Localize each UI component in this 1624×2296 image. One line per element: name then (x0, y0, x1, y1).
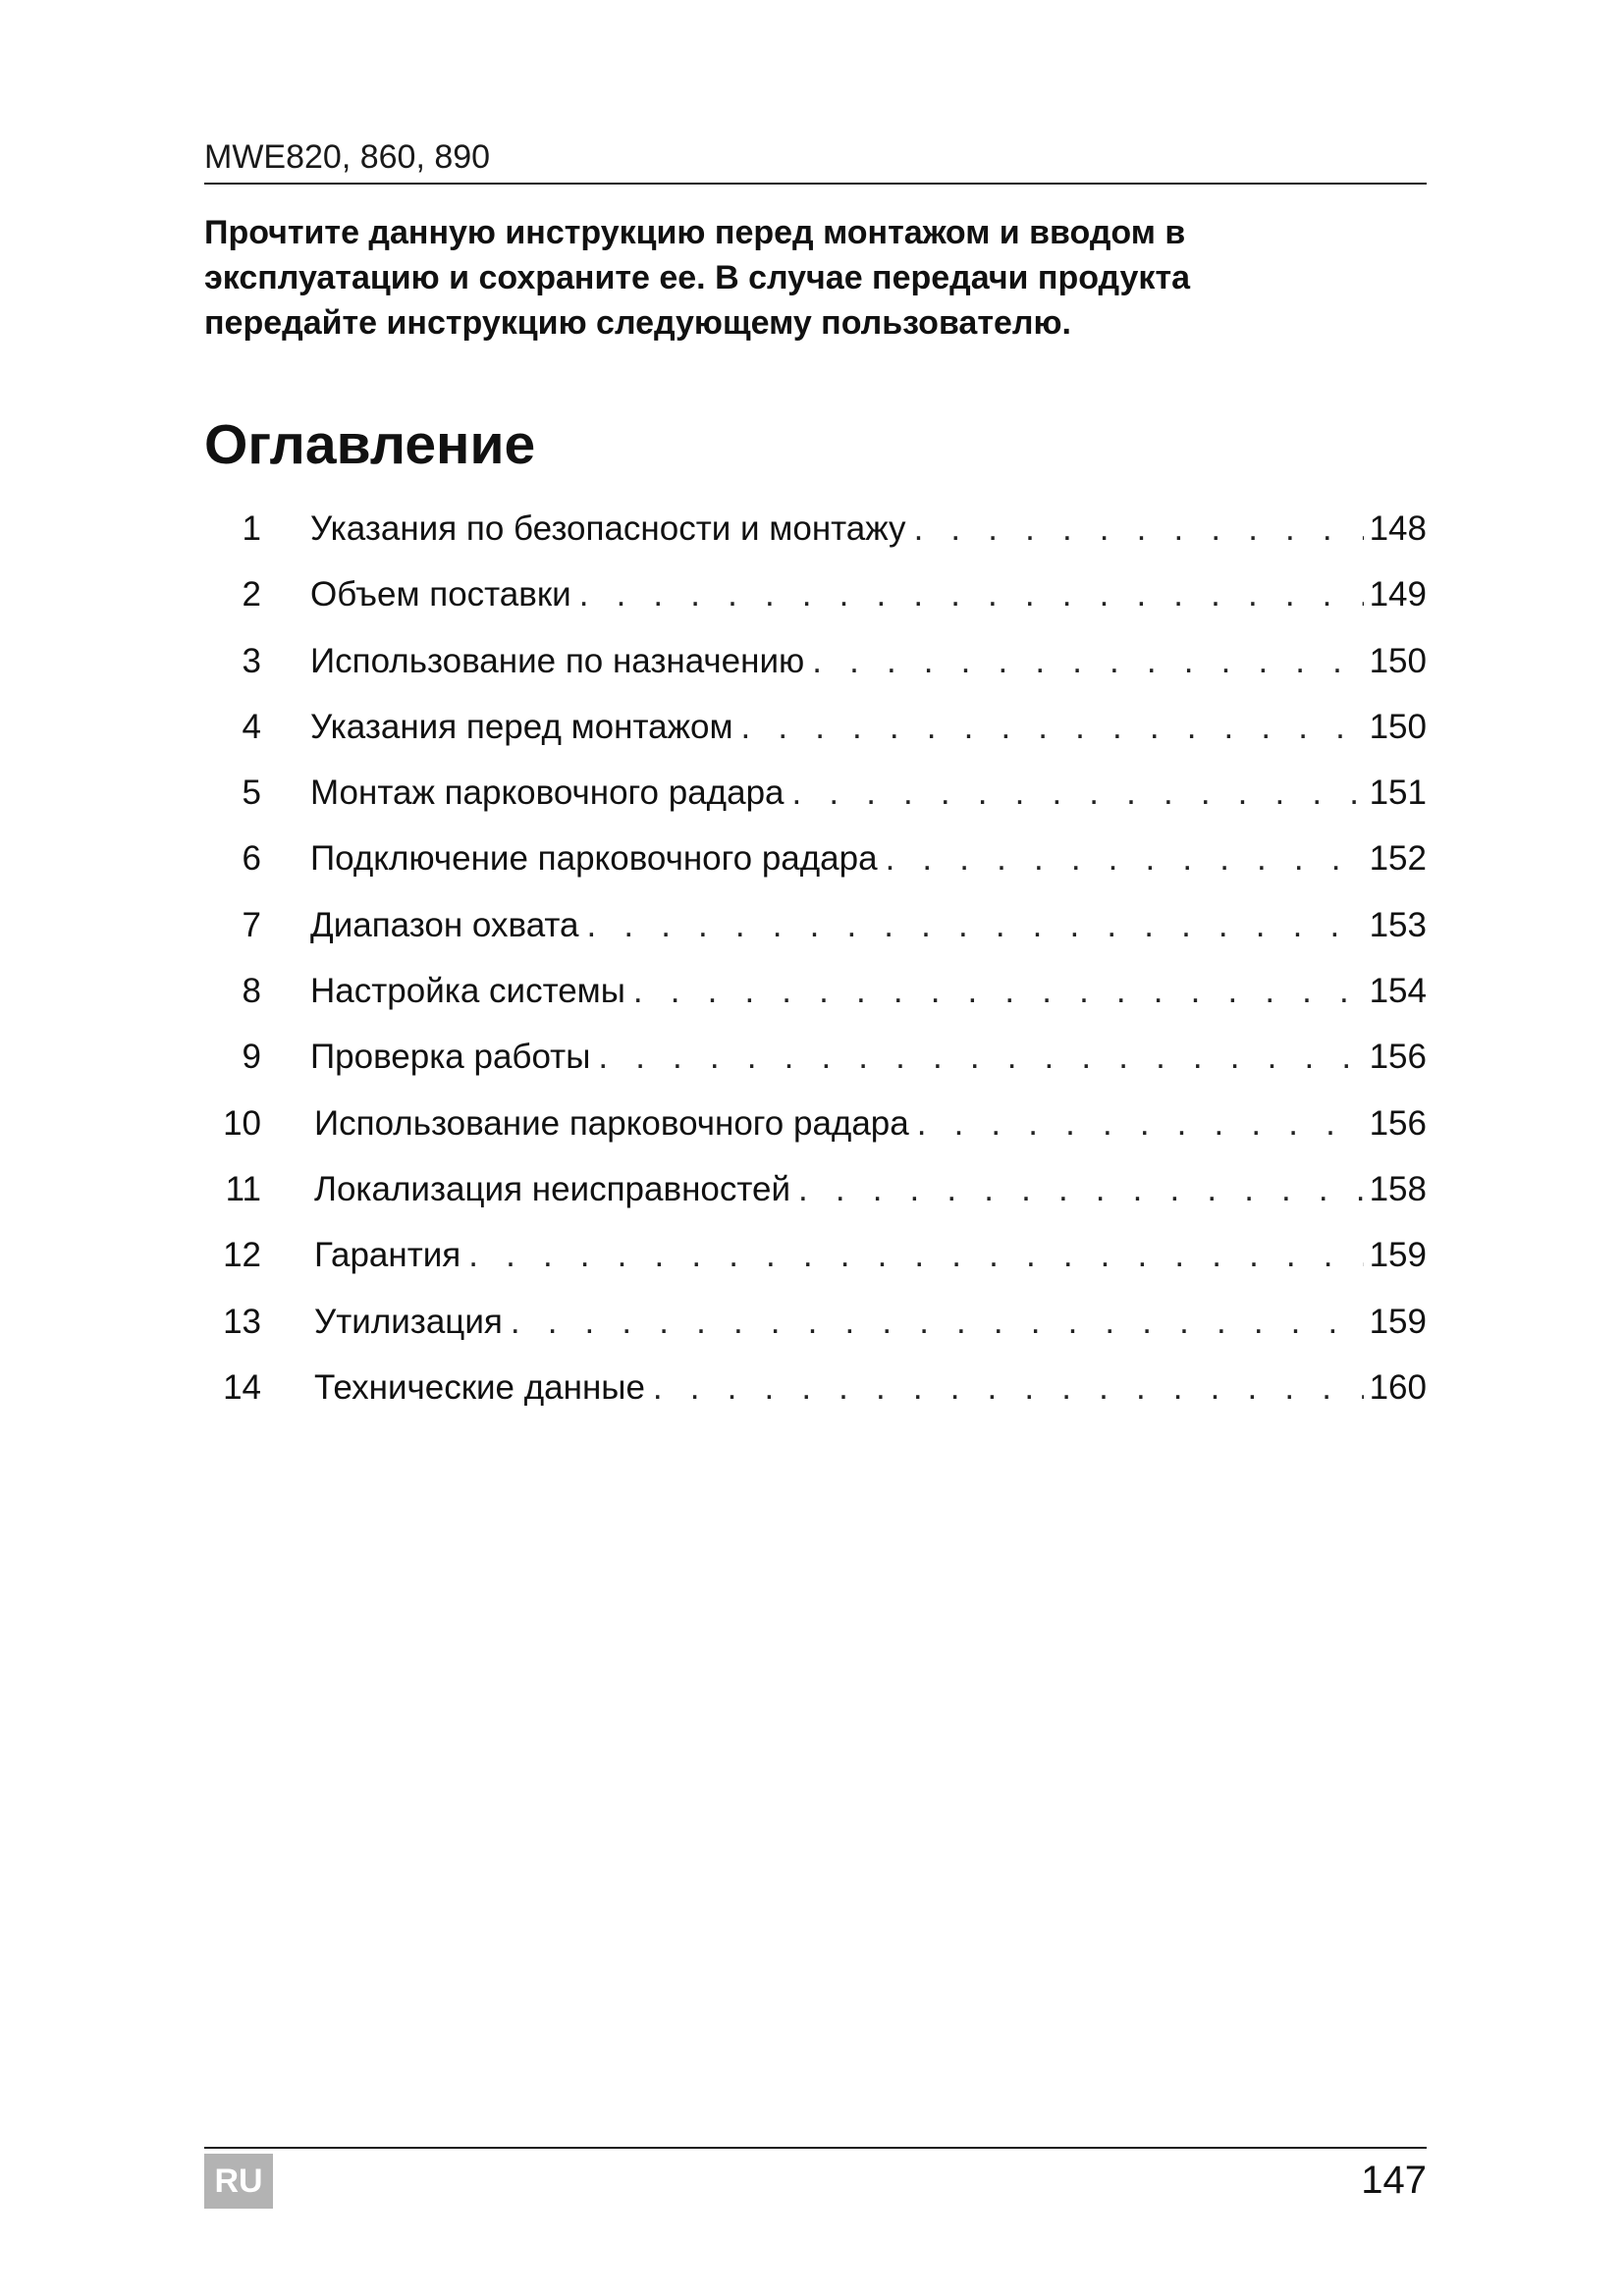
toc-entry-page: 151 (1369, 774, 1427, 813)
toc-entry[interactable] (204, 1098, 1427, 1164)
toc-entry-label: Технические данные (314, 1367, 645, 1407)
toc-entry-label: Утилизация (314, 1302, 503, 1341)
toc-entry-number: 5 (242, 774, 261, 813)
toc-title: Оглавление (204, 413, 536, 476)
toc-entry[interactable] (204, 1032, 1427, 1097)
toc-leader-dots (587, 900, 1364, 951)
toc-entry-page: 156 (1369, 1038, 1427, 1077)
table-of-contents (204, 504, 1427, 1428)
toc-entry-label: Использование парковочного радара (314, 1103, 909, 1143)
toc-entry[interactable] (204, 900, 1427, 966)
toc-leader-dots (812, 636, 1363, 687)
toc-entry[interactable] (204, 966, 1427, 1032)
toc-entry-label: Использование по назначению (310, 641, 805, 680)
toc-entry-label: Настройка системы (310, 972, 625, 1011)
toc-entry-label: Указания перед монтажом (310, 707, 733, 746)
toc-entry-number: 11 (225, 1169, 261, 1208)
page-header (204, 137, 1427, 185)
toc-leader-dots (468, 1230, 1363, 1281)
toc-entry[interactable] (204, 569, 1427, 635)
toc-entry-page: 150 (1369, 707, 1427, 746)
toc-leader-dots (598, 1032, 1363, 1083)
toc-entry-page: 153 (1369, 905, 1427, 944)
toc-entry-page: 152 (1369, 839, 1427, 879)
toc-leader-dots (886, 833, 1364, 884)
toc-entry[interactable] (204, 504, 1427, 569)
toc-entry-label: Гарантия (314, 1236, 461, 1275)
toc-entry[interactable] (204, 833, 1427, 899)
toc-entry-number: 6 (242, 839, 261, 879)
toc-entry-label: Проверка работы (310, 1038, 591, 1077)
toc-entry-page: 160 (1369, 1367, 1427, 1407)
toc-entry-page: 159 (1369, 1236, 1427, 1275)
toc-entry-number: 3 (242, 641, 261, 680)
toc-entry-label: Подключение парковочного радара (310, 839, 878, 879)
toc-entry-page: 154 (1369, 972, 1427, 1011)
toc-leader-dots (741, 702, 1364, 753)
toc-entry[interactable] (204, 1297, 1427, 1362)
footer-rule (204, 2147, 1427, 2149)
toc-entry-label: Указания по безопасности и монтажу (310, 509, 906, 548)
toc-entry[interactable] (204, 768, 1427, 833)
toc-leader-dots (579, 569, 1364, 620)
toc-leader-dots (917, 1098, 1364, 1149)
language-badge: RU (204, 2154, 273, 2209)
toc-leader-dots (798, 1164, 1364, 1215)
model-designation: MWE820, 860, 890 (204, 138, 491, 176)
intro-line: передайте инструкцию следующему пользователю. (204, 304, 1071, 342)
toc-entry-page: 149 (1369, 575, 1427, 614)
toc-entry-label: Монтаж парковочного радара (310, 774, 785, 813)
toc-entry-number: 14 (223, 1367, 261, 1407)
toc-entry-number: 8 (242, 972, 261, 1011)
toc-entry-label: Локализация неисправностей (314, 1169, 791, 1208)
intro-line: эксплуатацию и сохраните ее. В случае передачи продукта (204, 259, 1191, 296)
toc-entry-page: 148 (1369, 509, 1427, 548)
toc-leader-dots (914, 504, 1364, 555)
intro-line: Прочтите данную инструкцию перед монтажом и вводом в (204, 214, 1186, 251)
toc-entry[interactable] (204, 1362, 1427, 1428)
toc-entry-number: 1 (242, 509, 261, 548)
toc-leader-dots (633, 966, 1364, 1017)
toc-entry[interactable] (204, 1230, 1427, 1296)
toc-entry[interactable] (204, 1164, 1427, 1230)
toc-entry-page: 159 (1369, 1302, 1427, 1341)
toc-entry[interactable] (204, 702, 1427, 768)
toc-entry-page: 156 (1369, 1103, 1427, 1143)
toc-entry-number: 13 (223, 1302, 261, 1341)
toc-leader-dots (511, 1297, 1364, 1348)
toc-leader-dots (653, 1362, 1364, 1414)
toc-entry-number: 4 (242, 707, 261, 746)
toc-entry-number: 10 (223, 1103, 261, 1143)
toc-entry-page: 150 (1369, 641, 1427, 680)
intro-notice (204, 210, 1427, 346)
page-number: 147 (1361, 2159, 1427, 2202)
toc-entry[interactable] (204, 636, 1427, 702)
toc-entry-number: 2 (242, 575, 261, 614)
toc-entry-label: Диапазон охвата (310, 905, 579, 944)
toc-entry-label: Объем поставки (310, 575, 571, 614)
toc-entry-number: 7 (242, 905, 261, 944)
toc-entry-number: 12 (223, 1236, 261, 1275)
toc-entry-number: 9 (242, 1038, 261, 1077)
toc-leader-dots (792, 768, 1364, 819)
toc-entry-page: 158 (1369, 1169, 1427, 1208)
